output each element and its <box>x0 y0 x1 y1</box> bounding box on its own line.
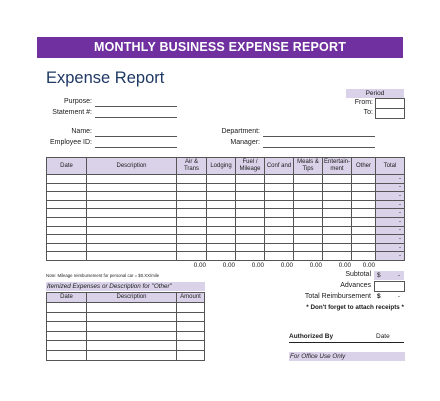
total-reimbursement-value <box>374 292 404 301</box>
table-row <box>47 243 405 252</box>
receipt-reminder: * Don't forget to attach receipts * <box>306 304 404 311</box>
row-total-cell: - <box>376 200 405 209</box>
subtotal-amount: - <box>397 272 400 279</box>
itemized-cell[interactable] <box>47 322 87 332</box>
table-cell[interactable] <box>294 243 323 252</box>
itemized-row <box>47 312 205 322</box>
itemized-cell[interactable] <box>87 303 177 313</box>
itemized-row <box>47 322 205 332</box>
table-cell[interactable] <box>177 226 207 235</box>
table-row <box>47 226 405 235</box>
column-total: 0.00 <box>309 262 322 269</box>
period-to-label: To: <box>363 109 373 116</box>
column-total: 0.00 <box>280 262 293 269</box>
table-cell[interactable] <box>294 235 323 244</box>
table-cell[interactable] <box>265 175 294 184</box>
table-cell[interactable] <box>236 243 265 252</box>
table-cell[interactable] <box>87 226 177 235</box>
table-cell[interactable] <box>87 235 177 244</box>
table-cell[interactable] <box>47 192 87 201</box>
table-cell[interactable] <box>236 183 265 192</box>
table-cell[interactable] <box>323 192 352 201</box>
table-cell[interactable] <box>207 200 236 209</box>
department-input[interactable] <box>263 136 375 137</box>
column-header: Total <box>376 158 405 175</box>
table-cell[interactable] <box>352 209 376 218</box>
column-total: 0.00 <box>338 262 351 269</box>
table-cell[interactable] <box>177 235 207 244</box>
table-cell[interactable] <box>323 252 352 261</box>
table-cell[interactable] <box>207 209 236 218</box>
row-total-cell: - <box>376 217 405 226</box>
table-cell[interactable] <box>236 200 265 209</box>
table-cell[interactable] <box>352 217 376 226</box>
table-row <box>47 209 405 218</box>
table-row <box>47 200 405 209</box>
office-use-bar: For Office Use Only <box>289 352 405 361</box>
table-cell[interactable] <box>352 243 376 252</box>
row-total-cell: - <box>376 235 405 244</box>
table-cell[interactable] <box>87 200 177 209</box>
table-row <box>47 252 405 261</box>
itemized-cell[interactable] <box>47 341 87 351</box>
table-cell[interactable] <box>207 252 236 261</box>
subtotal-value <box>374 271 404 280</box>
itemized-cell[interactable] <box>177 341 205 351</box>
name-input[interactable] <box>95 136 177 137</box>
table-row <box>47 192 405 201</box>
table-cell[interactable] <box>47 252 87 261</box>
itemized-table <box>46 292 205 361</box>
table-cell[interactable] <box>177 252 207 261</box>
table-cell[interactable] <box>47 217 87 226</box>
table-cell[interactable] <box>265 217 294 226</box>
table-cell[interactable] <box>265 226 294 235</box>
table-cell[interactable] <box>323 226 352 235</box>
column-total: 0.00 <box>222 262 235 269</box>
signature-line[interactable] <box>289 342 404 343</box>
table-cell[interactable] <box>294 209 323 218</box>
statement-input[interactable] <box>95 117 177 118</box>
table-cell[interactable] <box>177 192 207 201</box>
row-total-cell: - <box>376 183 405 192</box>
table-cell[interactable] <box>47 183 87 192</box>
table-cell[interactable] <box>352 226 376 235</box>
table-cell[interactable] <box>323 175 352 184</box>
table-cell[interactable] <box>294 252 323 261</box>
table-cell[interactable] <box>207 192 236 201</box>
total-currency: $ <box>377 293 381 300</box>
table-cell[interactable] <box>177 183 207 192</box>
table-cell[interactable] <box>177 200 207 209</box>
table-cell[interactable] <box>236 235 265 244</box>
table-cell[interactable] <box>294 200 323 209</box>
table-cell[interactable] <box>323 200 352 209</box>
table-cell[interactable] <box>87 217 177 226</box>
table-cell[interactable] <box>207 175 236 184</box>
table-cell[interactable] <box>177 175 207 184</box>
itemized-cell[interactable] <box>47 303 87 313</box>
table-cell[interactable] <box>87 175 177 184</box>
table-cell[interactable] <box>352 192 376 201</box>
itemized-column-header: Date <box>47 293 87 303</box>
itemized-caption: Itemized Expenses or Description for "Other" <box>46 282 205 291</box>
table-cell[interactable] <box>265 209 294 218</box>
mileage-note: Note: Mileage reimbursement for personal car = $0.XX/mile <box>46 273 160 278</box>
total-reimbursement-label: Total Reimbursement <box>304 293 371 300</box>
table-cell[interactable] <box>207 243 236 252</box>
table-cell[interactable] <box>87 243 177 252</box>
column-total: 0.00 <box>362 262 375 269</box>
table-cell[interactable] <box>323 217 352 226</box>
itemized-column-header: Description <box>87 293 177 303</box>
row-total-cell: - <box>376 192 405 201</box>
table-cell[interactable] <box>265 235 294 244</box>
table-cell[interactable] <box>236 209 265 218</box>
table-cell[interactable] <box>207 183 236 192</box>
table-cell[interactable] <box>265 183 294 192</box>
table-cell[interactable] <box>177 209 207 218</box>
table-cell[interactable] <box>236 226 265 235</box>
total-amount: - <box>397 293 400 300</box>
table-cell[interactable] <box>352 183 376 192</box>
table-cell[interactable] <box>294 217 323 226</box>
table-cell[interactable] <box>323 235 352 244</box>
table-cell[interactable] <box>294 226 323 235</box>
row-total-cell: - <box>376 243 405 252</box>
column-header: Description <box>87 158 177 175</box>
itemized-cell[interactable] <box>87 331 177 341</box>
name-label: Name: <box>71 128 92 135</box>
row-total-cell: - <box>376 209 405 218</box>
table-cell[interactable] <box>47 175 87 184</box>
subtotal-label: Subtotal <box>345 271 371 278</box>
table-cell[interactable] <box>47 235 87 244</box>
period-header: Period <box>346 89 404 98</box>
table-cell[interactable] <box>323 209 352 218</box>
itemized-cell[interactable] <box>47 350 87 360</box>
statement-label: Statement #: <box>52 109 92 116</box>
column-total: 0.00 <box>251 262 264 269</box>
itemized-row <box>47 341 205 351</box>
table-cell[interactable] <box>323 243 352 252</box>
period-from-label: From: <box>354 99 373 106</box>
table-cell[interactable] <box>323 183 352 192</box>
table-row <box>47 175 405 184</box>
table-cell[interactable] <box>47 209 87 218</box>
column-header: Entertain-ment <box>323 158 352 175</box>
itemized-column-header: Amount <box>177 293 205 303</box>
table-cell[interactable] <box>87 209 177 218</box>
table-cell[interactable] <box>294 192 323 201</box>
row-total-cell: - <box>376 252 405 261</box>
table-cell[interactable] <box>265 252 294 261</box>
manager-input[interactable] <box>263 147 375 148</box>
table-cell[interactable] <box>207 235 236 244</box>
authorized-by-label: Authorized By <box>289 333 334 340</box>
table-cell[interactable] <box>177 243 207 252</box>
table-cell[interactable] <box>294 175 323 184</box>
column-header: Air & Trans <box>177 158 207 175</box>
column-header: Lodging <box>207 158 236 175</box>
department-label: Department: <box>221 128 260 135</box>
itemized-cell[interactable] <box>87 312 177 322</box>
report-banner: MONTHLY BUSINESS EXPENSE REPORT <box>37 37 403 58</box>
column-total: 0.00 <box>193 262 206 269</box>
itemized-cell[interactable] <box>177 303 205 313</box>
table-cell[interactable] <box>87 252 177 261</box>
table-cell[interactable] <box>87 192 177 201</box>
column-header: Other <box>352 158 376 175</box>
itemized-row <box>47 303 205 313</box>
table-cell[interactable] <box>352 252 376 261</box>
table-cell[interactable] <box>236 252 265 261</box>
table-cell[interactable] <box>236 217 265 226</box>
table-cell[interactable] <box>47 226 87 235</box>
table-cell[interactable] <box>352 235 376 244</box>
itemized-cell[interactable] <box>177 331 205 341</box>
manager-label: Manager: <box>230 139 260 146</box>
period-to-input[interactable] <box>375 108 405 119</box>
advances-input[interactable] <box>374 281 405 292</box>
itemized-cell[interactable] <box>87 322 177 332</box>
itemized-cell[interactable] <box>47 312 87 322</box>
itemized-row <box>47 350 205 360</box>
itemized-cell[interactable] <box>177 350 205 360</box>
column-header: Date <box>47 158 87 175</box>
itemized-cell[interactable] <box>87 350 177 360</box>
table-row <box>47 183 405 192</box>
table-row <box>47 217 405 226</box>
table-cell[interactable] <box>47 243 87 252</box>
table-cell[interactable] <box>294 183 323 192</box>
table-cell[interactable] <box>265 192 294 201</box>
employee-id-label: Employee ID: <box>49 139 92 146</box>
expense-table <box>46 157 405 261</box>
date-label: Date <box>376 333 390 340</box>
itemized-cell[interactable] <box>47 331 87 341</box>
advances-label: Advances <box>340 282 371 289</box>
column-header: Meals & Tips <box>294 158 323 175</box>
subtotal-currency: $ <box>377 272 381 279</box>
column-header: Fuel / Mileage <box>236 158 265 175</box>
table-cell[interactable] <box>236 192 265 201</box>
itemized-row <box>47 331 205 341</box>
table-row <box>47 235 405 244</box>
itemized-cell[interactable] <box>87 341 177 351</box>
row-total-cell: - <box>376 226 405 235</box>
column-totals-row <box>176 262 376 271</box>
purpose-label: Purpose: <box>63 98 92 105</box>
table-cell[interactable] <box>352 200 376 209</box>
table-cell[interactable] <box>177 217 207 226</box>
table-cell[interactable] <box>207 217 236 226</box>
column-header: Conf and <box>265 158 294 175</box>
row-total-cell: - <box>376 175 405 184</box>
itemized-cell[interactable] <box>177 322 205 332</box>
table-cell[interactable] <box>207 226 236 235</box>
table-cell[interactable] <box>47 200 87 209</box>
table-cell[interactable] <box>87 183 177 192</box>
table-cell[interactable] <box>352 175 376 184</box>
table-cell[interactable] <box>265 200 294 209</box>
table-cell[interactable] <box>236 175 265 184</box>
itemized-cell[interactable] <box>177 312 205 322</box>
table-cell[interactable] <box>265 243 294 252</box>
employee-id-input[interactable] <box>95 147 177 148</box>
page-title: Expense Report <box>46 69 165 87</box>
purpose-input[interactable] <box>95 106 177 107</box>
